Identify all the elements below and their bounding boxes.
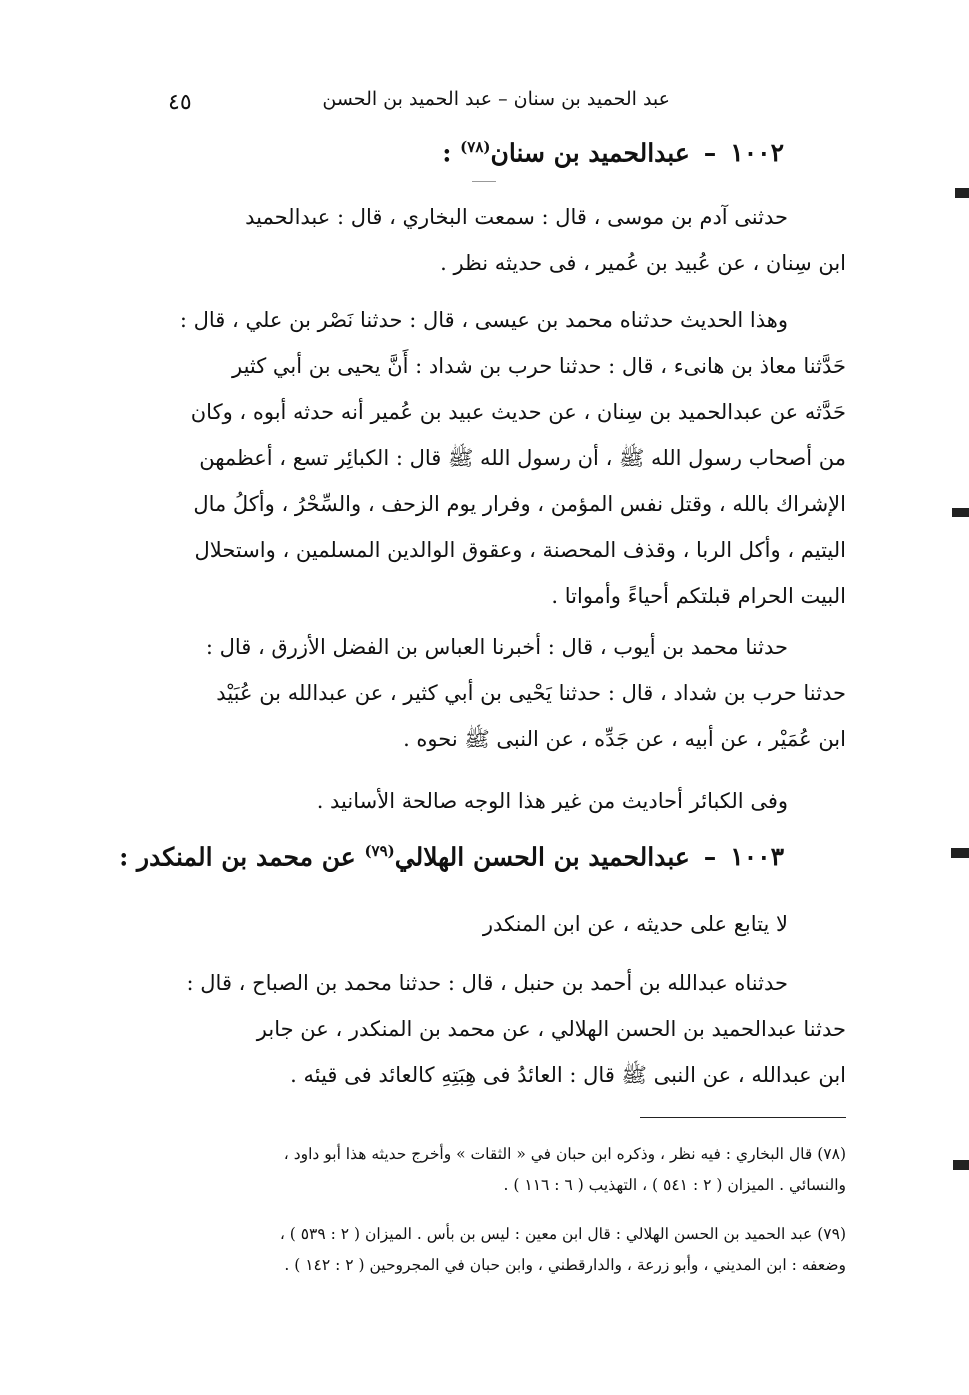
paragraph <box>150 960 846 1098</box>
text-line: ابن عبدالله ، عن النبى ﷺ قال : العائدُ فى هِبَتِهِ كالعائد فى قيئه . <box>290 1063 846 1087</box>
paragraph <box>150 778 846 824</box>
text-line: البيت الحرام قبلتكم أحياءً وأمواتا . <box>551 584 846 608</box>
footnote-divider <box>640 1117 846 1118</box>
text-line: وهذا الحديث حدثناه محمد بن عيسى ، قال : حدثنا نَصْر بن علي ، قال : <box>179 308 788 332</box>
text-line: حدثنا محمد بن أيوب ، قال : أخبرنا العباس بن الفضل الأزرق ، قال : <box>205 635 788 659</box>
footnote-line: وضعفه : ابن المديني ، وأبو زرعة ، والدارقطني ، وابن حبان في المجروحين ( ٢ : ١٤٢ ) . <box>284 1256 846 1274</box>
decorative-mark <box>472 181 496 182</box>
scan-edge-mark <box>951 848 969 858</box>
text-line: حَدَّثنا معاذ بن هانىء ، قال : حدثنا حرب بن شداد : أَنَّ يحيى بن أبي كثير <box>232 354 846 378</box>
entry-number: ١٠٠٣ <box>730 842 784 872</box>
scan-edge-mark <box>953 1160 969 1170</box>
text-line: حدثناه عبدالله بن أحمد بن حنبل ، قال : حدثنا محمد بن الصباح ، قال : <box>186 971 788 995</box>
paragraph <box>150 624 846 762</box>
entry-title-end: عن محمد بن المنكدر : <box>119 842 356 872</box>
text-line: ابن عُمَيْر ، عن أبيه ، عن جَدِّه ، عن النبى ﷺ نحوه . <box>403 727 846 751</box>
text-line: حدثنا حرب بن شداد ، قال : حدثنا يَحْيى بن أبي كثير ، عن عبدالله بن عُبَيْد <box>216 681 846 705</box>
text-line: لا يتابع على حديثه ، عن ابن المنكدر <box>482 912 788 936</box>
text-line: حدثنا عبدالحميد بن الحسن الهلالي ، عن محمد بن المنكدر ، عن جابر <box>256 1017 846 1041</box>
text-line: حَدَّثه عن عبدالحميد بن سِنان ، عن حديث عبيد بن عُمير أنه حدثه أبوه ، وكان <box>190 400 846 424</box>
entry-dash: – <box>703 138 717 168</box>
entry-title-1002 <box>442 138 784 167</box>
entry-dash: – <box>703 842 717 872</box>
scan-edge-mark <box>955 188 969 198</box>
entry-number: ١٠٠٢ <box>730 138 784 168</box>
footnote-79 <box>150 1219 846 1281</box>
running-head: عبد الحميد بن سنان – عبد الحميد بن الحسن <box>322 88 670 110</box>
text-line: الإشراك بالله ، وقتل نفس المؤمن ، وفرار يوم الزحف ، والسِّحْرُ ، وأكلُ مال <box>193 492 846 516</box>
footnote-reference[interactable]: (٧٨) <box>460 138 491 156</box>
paragraph <box>150 194 846 286</box>
footnote-reference[interactable]: (٧٩) <box>364 842 395 860</box>
footnote-line: والنسائي . الميزان ( ٢ : ٥٤١ ) ، التهذيب ( ٦ : ١١٦ ) . <box>503 1176 846 1194</box>
entry-title-1003 <box>119 842 784 871</box>
text-line: من أصحاب رسول الله ﷺ ، أن رسول الله ﷺ قال : الكبائِر تسع ، أعظمهن <box>199 446 846 470</box>
text-line: وفى الكبائر أحاديث من غير هذا الوجه صالحة الأسانيد . <box>316 789 788 813</box>
paragraph <box>150 901 846 947</box>
paragraph <box>150 297 846 619</box>
entry-name: عبدالحميد بن الحسن الهلالي <box>394 842 690 872</box>
page-number: ٤٥ <box>168 90 192 115</box>
text-line: حدثنى آدم بن موسى ، قال : سمعت البخاري ، قال : عبدالحميد <box>245 205 788 229</box>
footnote-line: (٧٨) قال البخاري : فيه نظر ، وذكره ابن حبان في « الثقات » وأخرج حديثه هذا أبو داود ، <box>283 1145 846 1163</box>
text-line: ابن سِنان ، عن عُبيد بن عُمير ، فى حديثه نظر . <box>440 251 846 275</box>
footnote-line: (٧٩) عبد الحميد بن الحسن الهلالي : قال ابن معين : ليس بن بأس . الميزان ( ٢ : ٥٣٩ ) ، <box>279 1225 846 1243</box>
scan-edge-mark <box>952 508 969 517</box>
entry-title-end: : <box>442 138 452 168</box>
footnote-78 <box>150 1139 846 1201</box>
entry-name: عبدالحميد بن سنان <box>490 138 690 168</box>
text-line: اليتيم ، وأكل الربا ، وقذف المحصنة ، وعقوق الوالدين المسلمين ، واستحلال <box>194 538 846 562</box>
